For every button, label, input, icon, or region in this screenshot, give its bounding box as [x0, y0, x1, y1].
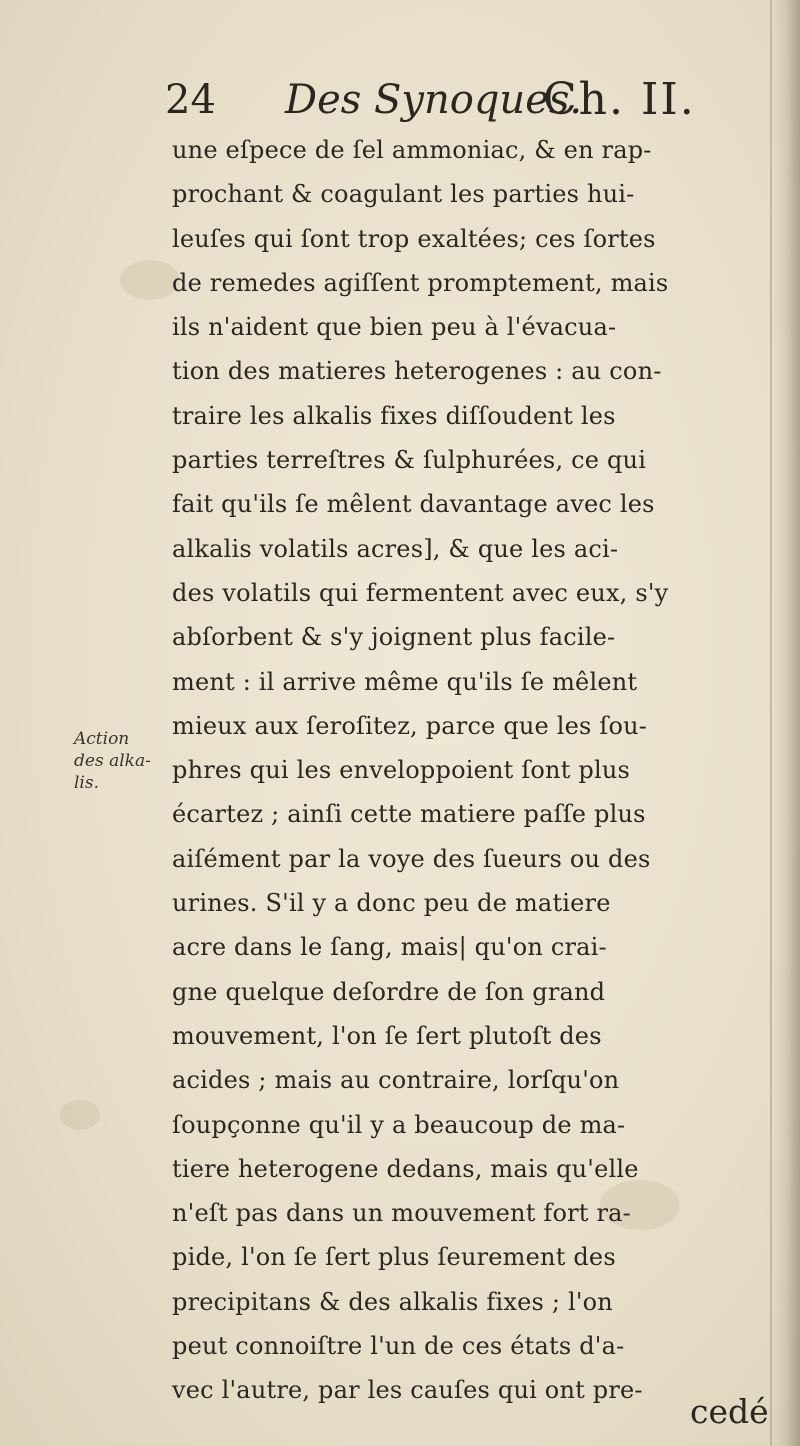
text-line: parties terreſtres & ſulphurées, ce qui — [172, 446, 647, 475]
margin-note — [74, 728, 170, 794]
text-line: une eſpece de ſel ammoniac, & en rap- — [172, 136, 652, 164]
text-line: ils n'aident que bien peu à l'évacua- — [172, 313, 617, 342]
text-line: gne quelque deſordre de ſon grand — [172, 977, 606, 1006]
text-line: tiere heterogene dedans, mais qu'elle — [172, 1154, 639, 1183]
text-line: fait qu'ils ſe mêlent davantage avec les — [172, 490, 655, 519]
text-line: mieux aux ſeroſitez, parce que les ſou- — [172, 711, 648, 740]
text-line: ment : il arrive même qu'ils ſe mêlent — [172, 667, 638, 696]
catchword: cedé — [690, 1392, 769, 1431]
paper-stain — [60, 1100, 100, 1130]
text-line: alkalis volatils acres], & que les aci- — [172, 534, 619, 563]
paper-stain — [120, 260, 180, 300]
text-line: leuſes qui ſont trop exaltées; ces ſortes — [172, 224, 656, 253]
text-line: pide, l'on ſe ſert plus ſeurement des — [172, 1243, 616, 1272]
body-text — [172, 128, 772, 1413]
text-line: vec l'autre, par les cauſes qui ont pre- — [172, 1376, 643, 1405]
text-line: phres qui les enveloppoient ſont plus — [172, 756, 630, 785]
margin-note-line: lis. — [74, 773, 100, 793]
text-line: acides ; mais au contraire, lorſqu'on — [172, 1066, 620, 1095]
text-line: des volatils qui fermentent avec eux, s'y — [172, 578, 669, 607]
text-line: precipitans & des alkalis fixes ; l'on — [172, 1287, 613, 1316]
page-number: 24 — [165, 77, 216, 123]
margin-note-line: des alka- — [74, 751, 151, 771]
gutter-shadow — [772, 0, 800, 1446]
running-title: Des Synoques. — [285, 77, 583, 123]
text-line: de remedes agiſſent promptement, mais — [172, 268, 669, 297]
margin-note-line: Action — [74, 729, 130, 749]
text-line: abſorbent & s'y joignent plus facile- — [172, 623, 616, 652]
text-line: peut connoiſtre l'un de ces états d'a- — [172, 1332, 625, 1361]
text-line: acre dans le ſang, mais| qu'on crai- — [172, 933, 607, 962]
text-line: prochant & coagulant les parties hui- — [172, 180, 635, 209]
text-line: mouvement, l'on ſe ſert plutoſt des — [172, 1021, 602, 1050]
text-line: ſoupçonne qu'il y a beaucoup de ma- — [172, 1110, 626, 1139]
text-line: écartez ; ainſi cette matiere paſſe plus — [172, 800, 646, 829]
text-line: n'eſt pas dans un mouvement fort ra- — [172, 1199, 631, 1228]
page-header — [165, 72, 725, 128]
chapter-label: Ch. II. — [543, 74, 696, 125]
text-line: aiſément par la voye des ſueurs ou des — [172, 844, 651, 873]
text-line: tion des matieres heterogenes : au con- — [172, 357, 662, 386]
text-line: urines. S'il y a donc peu de matiere — [172, 889, 611, 918]
text-line: traire les alkalis fixes diſſoudent les — [172, 401, 616, 430]
